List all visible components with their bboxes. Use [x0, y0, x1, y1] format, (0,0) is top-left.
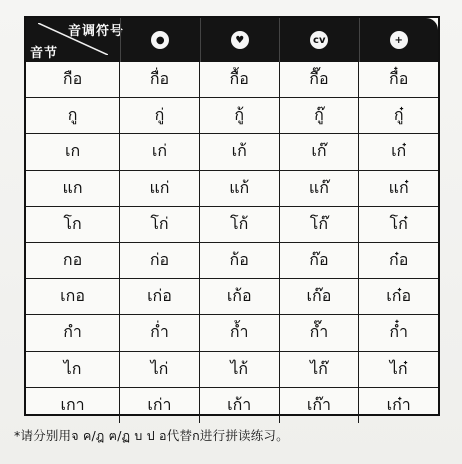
table-row — [26, 314, 438, 350]
tone-table — [24, 16, 440, 416]
tone-columns — [120, 18, 438, 62]
tone-col-3 — [279, 18, 359, 62]
table-row — [26, 351, 438, 387]
tone-col-4 — [359, 18, 439, 62]
syllable-cell: เกอ — [60, 286, 85, 306]
table-row — [26, 242, 438, 278]
tone-mark-3: cv — [310, 31, 328, 49]
table-cell: แก้ — [199, 171, 279, 206]
table-cell: เก้ — [199, 134, 279, 169]
table-cell: กื่อ — [119, 62, 199, 97]
table-cell: โก๊ — [279, 207, 359, 242]
table-cell: เก่อ — [119, 279, 199, 314]
syllable-cell: เก — [64, 141, 81, 161]
syllable-cell: ไก — [63, 358, 82, 378]
tone-label: 音调符号 — [68, 24, 125, 39]
table-cell: แก่ — [119, 171, 199, 206]
table-cell: เก่า — [119, 388, 199, 423]
table-cell: ไก้ — [199, 352, 279, 387]
table-row — [26, 133, 438, 169]
syllable-cell: โก — [63, 213, 82, 233]
table-cell: ก๊ำ — [279, 315, 359, 350]
table-cell: เก๊า — [279, 388, 359, 423]
table-cell: เก๋ — [358, 134, 438, 169]
table-cell: กู้ — [199, 98, 279, 133]
syllable-label: 音节 — [30, 46, 59, 61]
table-row — [26, 278, 438, 314]
table-cell: ก๋ำ — [358, 315, 438, 350]
table-cell: ก้อ — [199, 243, 279, 278]
practice-note: *请分别用จ ค/ฎ ฅ/ฏ บ ป อ代替ก进行拼读练习。 — [14, 428, 289, 443]
table-cell: กู่ — [119, 98, 199, 133]
table-cell: ไก่ — [119, 352, 199, 387]
syllable-cell: กือ — [62, 69, 83, 89]
table-cell: กื้อ — [199, 62, 279, 97]
table-cell: ก๋อ — [358, 243, 438, 278]
table-cell: เก้อ — [199, 279, 279, 314]
table-cell: กู๋ — [358, 98, 438, 133]
table-cell: ไก๋ — [358, 352, 438, 387]
syllable-cell: กู — [67, 105, 78, 125]
syllable-cell: กำ — [63, 322, 82, 342]
table-cell: ก๊อ — [279, 243, 359, 278]
syllable-cell: กอ — [62, 250, 83, 270]
table-cell: แก๊ — [279, 171, 359, 206]
tone-mark-1: ● — [151, 31, 169, 49]
table-cell: เก๋า — [358, 388, 438, 423]
table-cell: แก๋ — [358, 171, 438, 206]
table-cell: ก้ำ — [199, 315, 279, 350]
table-cell: เก๊ — [279, 134, 359, 169]
table-cell: เก๋อ — [358, 279, 438, 314]
table-cell: ไก๊ — [279, 352, 359, 387]
table-cell: โก๋ — [358, 207, 438, 242]
table-cell: เก๊อ — [279, 279, 359, 314]
table-cell: กื๊อ — [279, 62, 359, 97]
table-cell: โก่ — [119, 207, 199, 242]
table-cell: โก้ — [199, 207, 279, 242]
table-row — [26, 206, 438, 242]
tone-col-2 — [200, 18, 280, 62]
table-row — [26, 62, 438, 97]
tone-col-1 — [120, 18, 200, 62]
table-cell: เก้า — [199, 388, 279, 423]
table-cell: ก่ำ — [119, 315, 199, 350]
table-cell: กู๊ — [279, 98, 359, 133]
table-header — [26, 18, 438, 62]
table-cell: เก่ — [119, 134, 199, 169]
table-cell: ก่อ — [119, 243, 199, 278]
table-row — [26, 387, 438, 423]
table-body — [26, 62, 438, 423]
syllable-cell: แก — [62, 177, 83, 197]
table-cell: กื๋อ — [358, 62, 438, 97]
tone-mark-4: + — [390, 31, 408, 49]
table-row — [26, 170, 438, 206]
syllable-cell: เกา — [60, 394, 85, 414]
tone-mark-2: ♥ — [231, 31, 249, 49]
table-row — [26, 97, 438, 133]
